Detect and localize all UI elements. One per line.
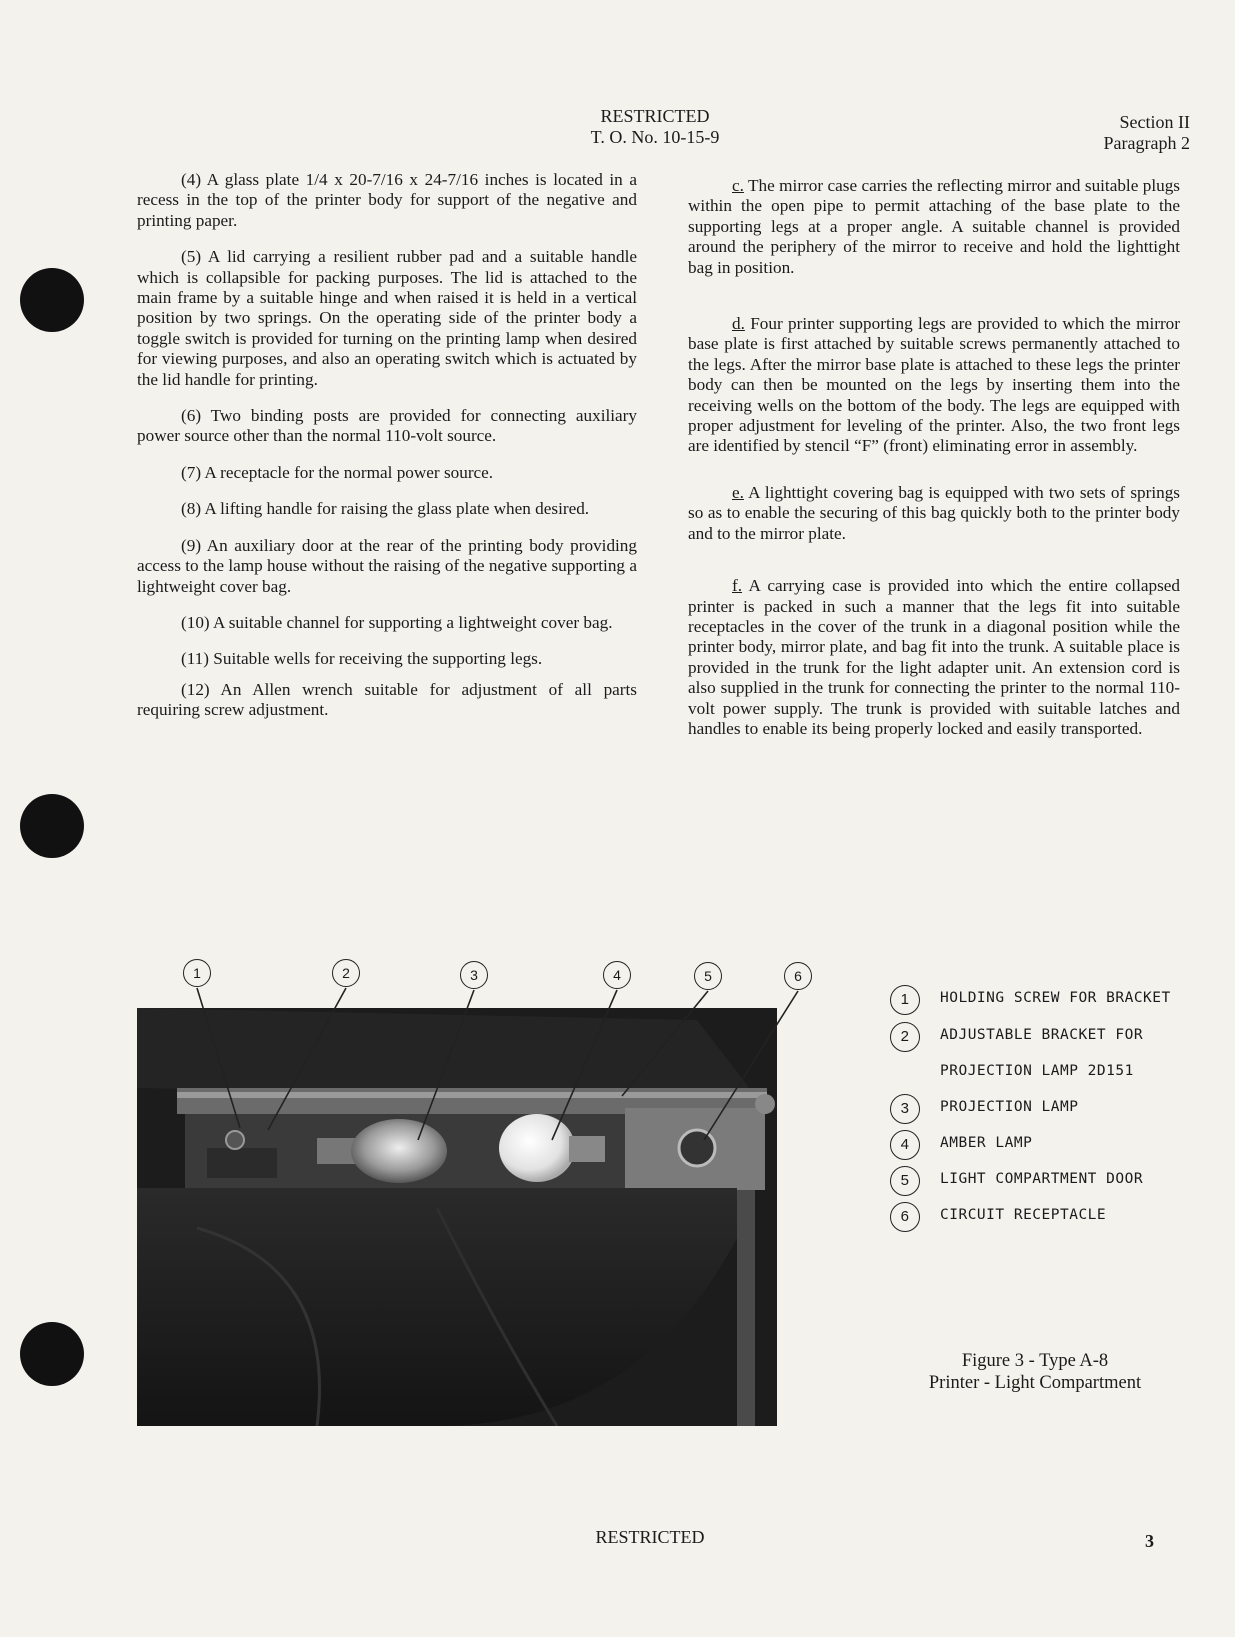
para-f-text: A carrying case is provided into which the entire collapsed printer is packed in such a manner that the legs fit into suitable receptacles in the cover of the trunk in a diagonal position while the printer body, mirror plate, and bag fit into the trunk. A suitable place is provided in the trunk for the light adapter unit. An extension cord is also supplied in the trunk for connecting the printer to the normal 110-volt power supply. The trunk is provided with suitable latches and handles to enable its being properly locked and easily transported. xyxy=(688,576,1180,738)
item-6: (6) Two binding posts are provided for connecting auxiliary power source other than the normal 110-volt source. xyxy=(137,406,637,446)
callout-1: 1 xyxy=(183,959,211,987)
item-9: (9) An auxiliary door at the rear of the printing body providing access to the lamp house without the raising of the negative supporting a lightweight cover bag. xyxy=(137,535,637,596)
legend-text-5: LIGHT COMPARTMENT DOOR xyxy=(940,1171,1144,1187)
legend-text-6: CIRCUIT RECEPTACLE xyxy=(940,1207,1107,1223)
para-d-text: Four printer supporting legs are provided to which the mirror base plate is first attached by suitable screws permanently attached to the legs. After the mirror base plate is attached to these legs the printer body can then be mounted on the legs by inserting them into the receiving wells on the bottom of the body. The legs are equipped with proper adjustment for leveling of the printer. Also, the two front legs are identified by stencil “F” (front) eliminating error in assembly. xyxy=(688,314,1180,456)
para-f-letter: f. xyxy=(732,576,743,596)
footer-restricted: RESTRICTED xyxy=(595,1527,705,1547)
item-12: (12) An Allen wrench suitable for adjustment of all parts requiring screw adjustment. xyxy=(137,679,637,720)
para-e-text: A lighttight covering bag is equipped with two sets of springs so as to enable the securing of this bag quickly both to the printer body and to the mirror plate. xyxy=(688,482,1180,543)
item-7: (7) A receptacle for the normal power source. xyxy=(181,462,494,482)
header-section: Section II xyxy=(1119,112,1190,132)
legend-text-3: PROJECTION LAMP xyxy=(940,1099,1079,1115)
para-c-text: The mirror case carries the reflecting mirror and suitable plugs within the open pipe to permit attaching of the base plate to the supporting legs at a proper angle. A suitable channel is provided around the periphery of the mirror to receive and hold the lighttight bag in position. xyxy=(688,176,1180,277)
item-5: (5) A lid carrying a resilient rubber pad and a suitable handle which is collapsible for packing purposes. The lid is attached to the main frame by a suitable hinge and when raised it is held in a vertical position by two springs. On the operating side of the printer body a toggle switch is provided for turning on the printing lamp when desired for viewing purposes, and also an operating switch which is actuated by the lid handle for printing. xyxy=(137,247,637,389)
item-10: (10) A suitable channel for supporting a lightweight cover bag. xyxy=(181,612,613,632)
para-e-letter: e. xyxy=(732,482,744,502)
figure-caption xyxy=(880,1350,1190,1394)
callout-6: 6 xyxy=(784,962,812,990)
legend-num-1: 1 xyxy=(890,985,920,1015)
caption-line-2: Printer - Light Compartment xyxy=(928,1373,1142,1393)
item-4: (4) A glass plate 1/4 x 20-7/16 x 24-7/16 inches is located in a recess in the top of the printer body for support of the negative and printing paper. xyxy=(137,170,637,230)
header-restricted: RESTRICTED xyxy=(600,106,710,126)
callout-3: 3 xyxy=(460,961,488,989)
legend-text-4: AMBER LAMP xyxy=(940,1135,1033,1151)
para-c-letter: c. xyxy=(732,176,744,195)
legend-num-6: 6 xyxy=(890,1202,920,1232)
legend-num-3: 3 xyxy=(890,1094,920,1124)
caption-line-1: Figure 3 - Type A-8 xyxy=(961,1351,1109,1371)
legend-text-2b: PROJECTION LAMP 2D151 xyxy=(940,1063,1134,1079)
header-to-number: T. O. No. 10-15-9 xyxy=(590,127,720,147)
legend-text-1: HOLDING SCREW FOR BRACKET xyxy=(940,990,1171,1006)
item-11: (11) Suitable wells for receiving the supporting legs. xyxy=(181,649,543,669)
legend-text-2: ADJUSTABLE BRACKET FOR xyxy=(940,1027,1144,1043)
item-8: (8) A lifting handle for raising the glass plate when desired. xyxy=(181,499,590,519)
callout-4: 4 xyxy=(603,961,631,989)
callout-2: 2 xyxy=(332,959,360,987)
callout-5: 5 xyxy=(694,962,722,990)
legend-num-4: 4 xyxy=(890,1130,920,1160)
legend-num-2: 2 xyxy=(890,1022,920,1052)
page-number: 3 xyxy=(1145,1531,1154,1551)
legend-num-5: 5 xyxy=(890,1166,920,1196)
header-paragraph: Paragraph 2 xyxy=(1103,133,1190,153)
para-d-letter: d. xyxy=(732,314,745,334)
